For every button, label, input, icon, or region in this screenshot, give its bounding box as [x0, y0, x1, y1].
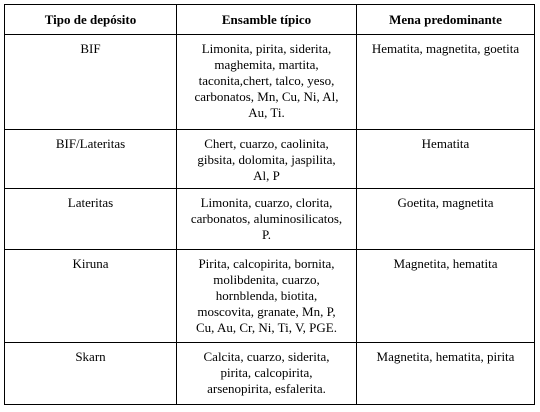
- deposit-type-cell: Lateritas: [5, 189, 177, 250]
- assemblage-line: hornblenda, biotita,: [215, 288, 318, 303]
- table-row: [5, 343, 535, 405]
- table-row: [5, 35, 535, 130]
- predominant-ore-cell: Magnetita, hematita, pirita: [357, 343, 535, 405]
- header-deposit-type: Tipo de depósito: [5, 5, 177, 35]
- assemblage-line: Limonita, cuarzo, clorita,: [200, 195, 333, 210]
- predominant-ore-cell: Goetita, magnetita: [357, 189, 535, 250]
- assemblage-line: P.: [261, 227, 272, 242]
- assemblage-line: Al, P: [253, 168, 280, 183]
- assemblage-cell: [177, 343, 357, 405]
- header-predominant-ore: Mena predominante: [357, 5, 535, 35]
- assemblage-line: Calcita, cuarzo, siderita,: [203, 349, 330, 364]
- table-body: [5, 35, 535, 405]
- table-row: [5, 130, 535, 189]
- table-header: [5, 5, 535, 35]
- deposit-type-cell: BIF/Lateritas: [5, 130, 177, 189]
- assemblage-line: Cu, Au, Cr, Ni, Ti, V, PGE.: [196, 320, 337, 335]
- assemblage-line: molibdenita, cuarzo,: [213, 272, 320, 287]
- table-row: [5, 250, 535, 343]
- assemblage-line: arsenopirita, esfalerita.: [207, 381, 326, 396]
- assemblage-line: maghemita, martita,: [214, 57, 319, 72]
- predominant-ore-cell: Hematita: [357, 130, 535, 189]
- header-row: [5, 5, 535, 35]
- header-typical-assemblage: Ensamble típico: [177, 5, 357, 35]
- assemblage-line: Chert, cuarzo, caolinita,: [204, 136, 329, 151]
- assemblage-cell: [177, 250, 357, 343]
- deposit-type-cell: BIF: [5, 35, 177, 130]
- assemblage-line: carbonatos, Mn, Cu, Ni, Al,: [194, 89, 339, 104]
- assemblage-line: Pirita, calcopirita, bornita,: [198, 256, 335, 271]
- assemblage-line: gibsita, dolomita, jaspilita,: [197, 152, 336, 167]
- assemblage-cell: [177, 130, 357, 189]
- deposit-type-cell: Kiruna: [5, 250, 177, 343]
- assemblage-line: taconita,chert, talco, yeso,: [198, 73, 335, 88]
- assemblage-line: Au, Ti.: [248, 105, 285, 120]
- assemblage-line: moscovita, granate, Mn, P,: [197, 304, 336, 319]
- assemblage-line: Limonita, pirita, siderita,: [201, 41, 332, 56]
- predominant-ore-cell: Magnetita, hematita: [357, 250, 535, 343]
- deposit-type-cell: Skarn: [5, 343, 177, 405]
- assemblage-cell: [177, 35, 357, 130]
- assemblage-line: pirita, calcopirita,: [220, 365, 313, 380]
- assemblage-cell: [177, 189, 357, 250]
- table-row: [5, 189, 535, 250]
- assemblage-line: carbonatos, aluminosilicatos,: [190, 211, 343, 226]
- deposit-table: [4, 4, 535, 405]
- predominant-ore-cell: Hematita, magnetita, goetita: [357, 35, 535, 130]
